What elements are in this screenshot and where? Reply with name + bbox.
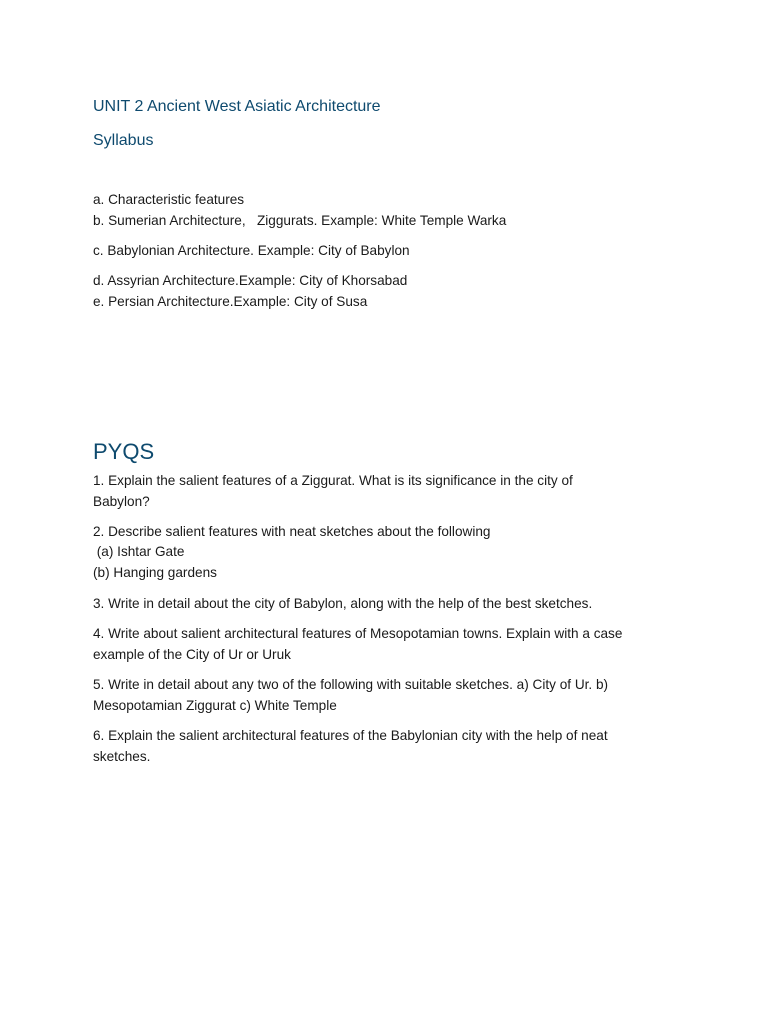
syllabus-heading: Syllabus xyxy=(93,132,154,149)
question-item: 2. Describe salient features with neat sketches about the following xyxy=(93,524,491,539)
question-item: 4. Write about salient architectural features of Mesopotamian towns. Explain with a case example of the City of Ur or Uruk xyxy=(93,626,623,662)
pyqs-heading: PYQS xyxy=(93,439,155,464)
syllabus-item: e. Persian Architecture.Example: City of Susa xyxy=(93,294,368,309)
question-item: 1. Explain the salient features of a Ziggurat. What is its significance in the city of Babylon? xyxy=(93,473,573,509)
unit-title: UNIT 2 Ancient West Asiatic Architecture xyxy=(93,98,381,115)
syllabus-item: c. Babylonian Architecture. Example: City of Babylon xyxy=(93,243,410,258)
question-subitem: (b) Hanging gardens xyxy=(93,565,217,580)
question-item: 6. Explain the salient architectural features of the Babylonian city with the help of neat sketches. xyxy=(93,728,608,764)
question-item: 5. Write in detail about any two of the following with suitable sketches. a) City of Ur. b) Mesopotamian Ziggurat c) White Temple xyxy=(93,677,609,713)
syllabus-item: a. Characteristic features xyxy=(93,192,245,207)
question-subitem: (a) Ishtar Gate xyxy=(93,544,185,559)
syllabus-item: b. Sumerian Architecture, Ziggurats. Example: White Temple Warka xyxy=(93,213,507,228)
question-item: 3. Write in detail about the city of Babylon, along with the help of the best sketches. xyxy=(93,596,593,611)
syllabus-item: d. Assyrian Architecture.Example: City of Khorsabad xyxy=(93,273,408,288)
